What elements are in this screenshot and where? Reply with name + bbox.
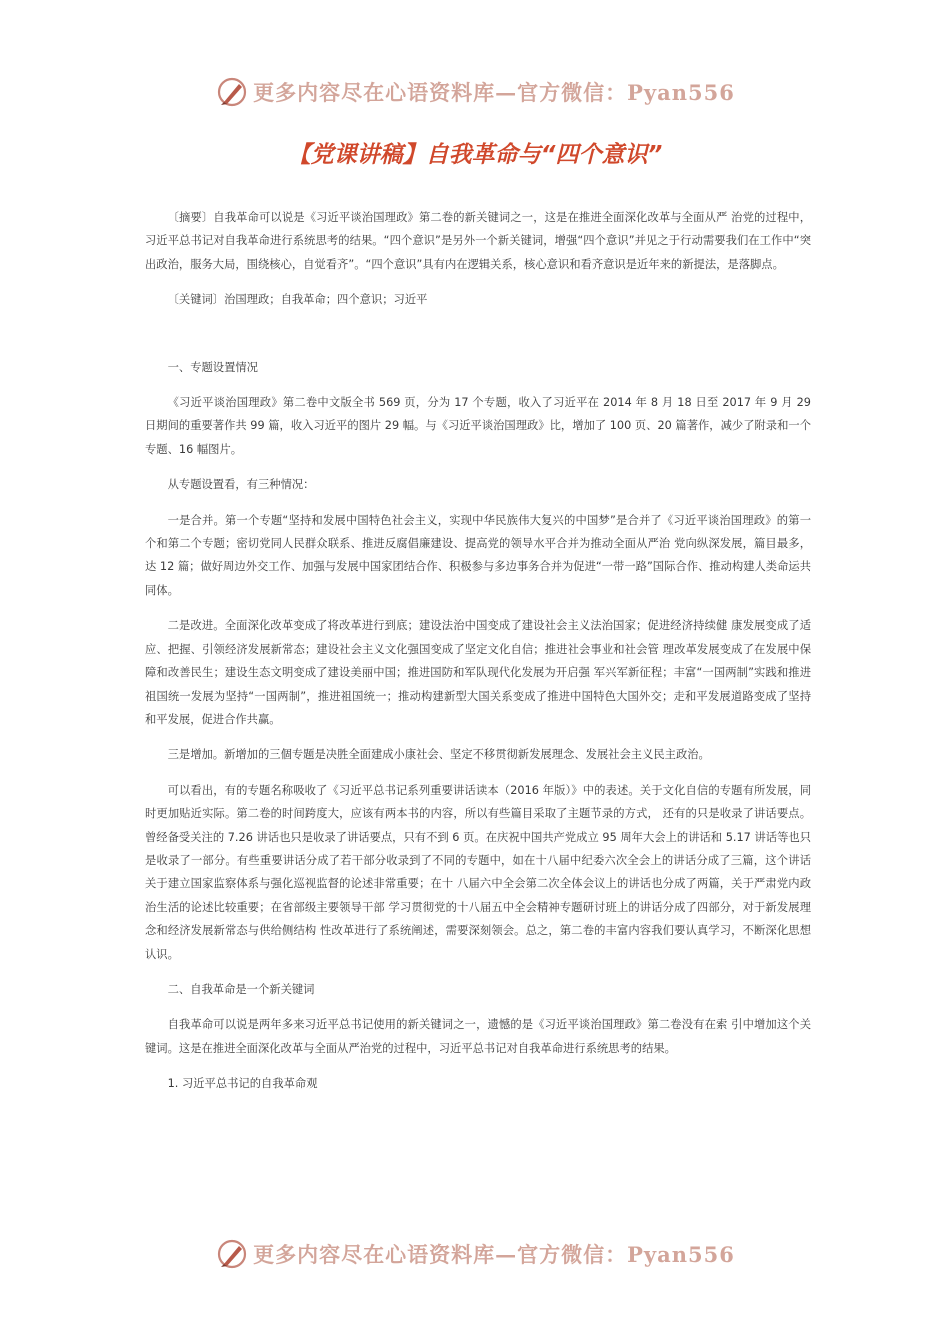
abstract-paragraph: 〔摘要〕自我革命可以说是《习近平谈治国理政》第二卷的新关键词之一，这是在推进全面深化改革与全面从严 治党的过程中，习近平总书记对自我革命进行系统思考的结果。“四个意识”是另外一个新关键词，增强“四个意识”并见之于行动需要我们在工作中“突出政治，服务大局，围绕核心，自觉看齐”。“四个意识”具有内在逻辑关系，核心意识和看齐意识是近年来的新提法，是落脚点。 [145,211,811,271]
keywords-paragraph: 〔关键词〕治国理政；自我革命；四个意识；习近平 [167,293,428,307]
body-paragraph: 自我革命可以说是两年多来习近平总书记使用的新关键词之一，遗憾的是《习近平谈治国理政》第二卷没有在索 引中增加这个关键词。这是在推进全面深化改革与全面从严治党的过程中，习近平总书记对自我革命进行系统思考的结果。 [145,1018,811,1055]
header-banner [0,72,950,112]
document-body [145,206,811,1096]
body-paragraph: 一是合并。第一个专题“坚持和发展中国特色社会主义，实现中华民族伟大复兴的中国梦”是合并了《习近平谈治国理政》的第一个和第二个专题；密切党同人民群众联系、推进反腐倡廉建设、提高党的领导水平合并为推动全面从严治 党向纵深发展，篇目最多，达 12 篇；做好周边外交工作、加强与发展中国家团结合作、积极参与多边事务合并为促进“一带一路”国际合作、推动构建人类命运共同体。 [145,513,811,597]
pen-in-circle-icon [215,1237,249,1271]
section-heading-1: 一、专题设置情况 [167,360,258,374]
banner-text: 更多内容尽在心语资料库—官方微信：Pyan556 [253,80,735,105]
subsection-heading: 1. 习近平总书记的自我革命观 [167,1077,318,1091]
section-heading-2: 二、自我革命是一个新关键词 [167,982,315,996]
banner-text: 更多内容尽在心语资料库—官方微信：Pyan556 [253,1242,735,1267]
footer-banner [0,1234,950,1274]
body-paragraph: 二是改进。全面深化改革变成了将改革进行到底；建设法治中国变成了建设社会主义法治国家；促进经济持续健 康发展变成了适应、把握、引领经济发展新常态；建设社会主义文化强国变成了坚定文化自信；推进社会事业和社会管 理改革发展变成了在发展中保障和改善民生；建设生态文明变成了建设美丽中国；推进国防和军队现代化发展为开启强 军兴军新征程；丰富“一国两制”实践和推进祖国统一发展为坚持“一国两制”，推进祖国统一；推动构建新型大国关系变成了推进中国特色大国外交；走和平发展道路变成了坚持和平发展，促进合作共赢。 [145,619,811,726]
body-paragraph: 《习近平谈治国理政》第二卷中文版全书 569 页，分为 17 个专题，收入了习近平在 2014 年 8 月 18 日至 2017 年 9 月 29 日期间的重要著作共 99 篇，收入习近平的图片 29 幅。与《习近平谈治国理政》比，增加了 100 页、20 篇著作，减少了附录和一个专题、16 幅图片。 [145,396,811,456]
body-paragraph: 三是增加。新增加的三個专题是决胜全面建成小康社会、坚定不移贯彻新发展理念、发展社会主义民主政治。 [167,748,710,762]
document-title: 【党课讲稿】自我革命与“四个意识” [287,142,663,168]
pen-in-circle-icon [215,75,249,109]
body-paragraph: 从专题设置看，有三种情况： [167,478,315,492]
body-paragraph: 可以看出，有的专题名称吸收了《习近平总书记系列重要讲话读本（2016 年版）》中的表述。关于文化自信的专题有所发展，同时更加贴近实际。第二卷的时间跨度大，应该有两本书的内容，所以有些篇目采取了主题节录的方式， 还有的只是收录了讲话要点。曾经备受关注的 7.26 讲话也只是收录了讲话要点，只有不到 6 页。在庆祝中国共产党成立 95 周年大会上的讲话和 5.17 讲话等也只是收录了一部分。有些重要讲话分成了若干部分收录到了不同的专题中，如在十八届中纪委六次全会上的讲话分成了三篇，这个讲话关于建立国家监察体系与强化巡视监督的论述非常重要；在十 八届六中全会第二次全体会议上的讲话也分成了两篇，关于严肃党内政治生活的论述比较重要；在省部级主要领导干部 学习贯彻党的十八届五中全会精神专题研讨班上的讲话分成了四部分，对于新发展理念和经济发展新常态与供给侧结构 性改革进行了系统阐述，需要深刻领会。总之，第二卷的丰富内容我们要认真学习，不断深化思想认识。 [145,783,811,961]
